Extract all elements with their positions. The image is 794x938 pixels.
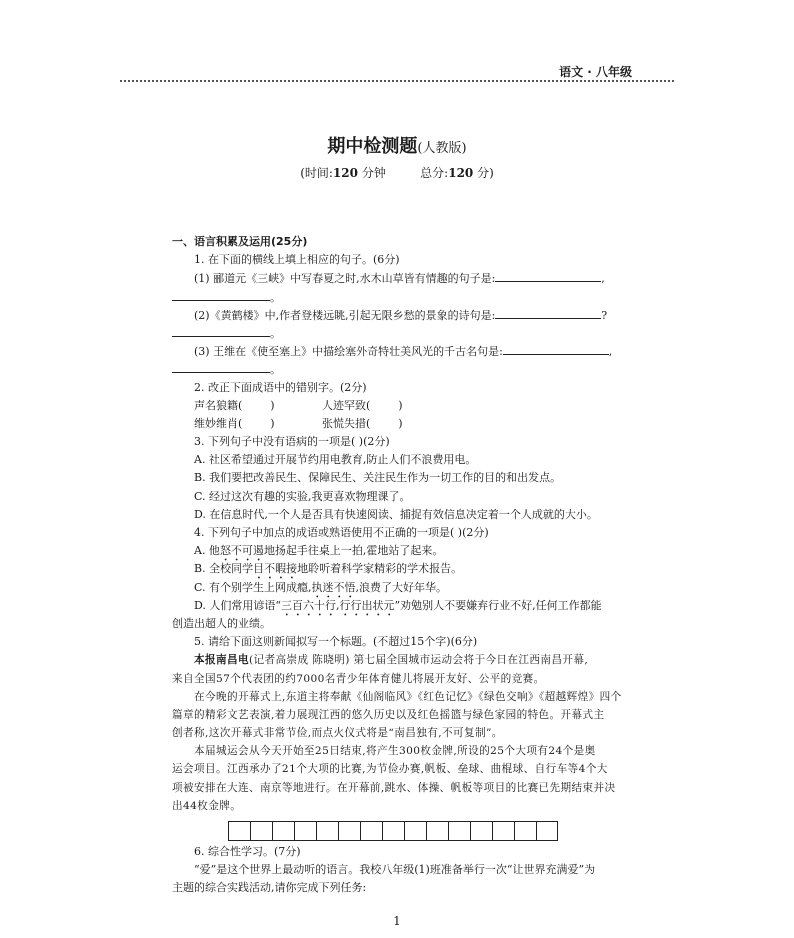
grid-cell[interactable] [448,821,470,841]
grid-cell[interactable] [338,821,360,841]
grid-cell[interactable] [316,821,338,841]
grid-cell[interactable] [272,821,294,841]
answer-blank[interactable] [495,306,601,319]
grid-cell[interactable] [514,821,536,841]
q1-item-3: (3) 王维在《使至塞上》中描绘塞外奇特壮美风光的千古名句是: , [172,342,624,360]
q6-stem: 6. 综合性学习。(7分) [194,845,301,858]
header-dotted-rule [120,80,674,82]
q6-text-line1: “爱”是这个世界上最动听的语言。我校八年级(1)班准备举行一次“让世界充满爱”为 [194,863,596,877]
q1-item-1: (1) 郦道元《三峡》中写春夏之时,水木山草皆有情趣的句子是: , [172,269,624,287]
page-number: 1 [393,914,401,928]
q6-text-line2: 主题的综合实践活动,请你完成下列任务: [172,881,367,895]
answer-blank[interactable] [503,342,609,355]
grid-cell[interactable] [228,821,250,841]
news-p2-line2: 篇章的精彩文艺表演,着力展现江西的悠久历史以及红色摇篮与绿色家园的特色。开幕式主 [172,708,605,721]
time-unit: 分钟 [361,166,386,180]
exam-title [0,132,794,158]
q3-option-d: D. 在信息时代,一个人是否具有快速阅读、捕捉有效信息决定着一个人成就的大小。 [194,507,598,521]
q4-option-b: B. 全校同学目不暇接地聆听着科学家精彩的学术报告。 [194,562,463,576]
q2-stem: 2. 改正下面成语中的错别字。(2分) [194,380,367,394]
q3-option-a: A. 社区希望通过开展节约用电教育,防止人们不浪费用电。 [194,453,477,467]
answer-blank[interactable] [172,288,270,301]
grid-cell[interactable] [470,821,492,841]
q1-stem: 1. 在下面的横线上填上相应的句子。(6分) [194,253,400,267]
grid-cell[interactable] [404,821,426,841]
q2-row-2: 维妙维肖( ) 张慌失措( ) [194,416,403,430]
q1-item-2-cont: 。 [172,324,624,342]
q4-option-d-cont: 创造出超人的业绩。 [172,616,271,630]
headline-answer-grid[interactable] [228,821,624,841]
grid-cell[interactable] [426,821,448,841]
q1-item-1-cont: 。 [172,288,624,306]
q1-item-3-cont: 。 [172,360,624,378]
q4-stem: 4. 下列句子中加点的成语或熟语使用不正确的一项是( )(2分) [194,526,489,539]
time-value: 120 [332,166,358,180]
q1-item-2: (2)《黄鹤楼》中,作者登楼远眺,引起无限乡愁的景象的诗句是: ? [172,306,624,324]
news-p3-line3: 项被安排在大连、南京等地进行。在开幕前,跳水、体操、帆板等项目的比赛已先期结束并决 [172,781,616,794]
q4-option-d: D. 人们常用谚语“三百六十行,行行出状元”劝勉别人不要嫌弃行业不好,任何工作都能 [194,598,602,612]
grid-cell[interactable] [536,821,558,841]
answer-blank[interactable] [495,269,601,282]
grid-cell[interactable] [382,821,404,841]
news-p2-line1: 在今晚的开幕式上,东道主将奉献《仙阁临风》《红色记忆》《绿色交响》《超越辉煌》四个 [194,690,622,703]
grid-cell[interactable] [250,821,272,841]
news-dateline: 本报南昌电 [194,654,249,667]
q4-option-c: C. 有个别学生上网成瘾,执迷不悟,浪费了大好年华。 [194,580,448,594]
q5-stem: 5. 请给下面这则新闻拟写一个标题。(不超过15个字)(6分) [194,635,478,649]
page-header [0,0,794,90]
exam-title-edition: (人教版) [417,141,467,156]
news-p1-line1: 本报南昌电(记者高崇成 陈晓明) 第七届全国城市运动会将于今日在江西南昌开幕, [194,654,589,667]
exam-meta [0,164,794,181]
q4-option-a: A. 他怒不可遏地扬起手往桌上一拍,霍地站了起来。 [194,544,444,558]
grid-cell[interactable] [492,821,514,841]
q2-row-1: 声名狼籍( ) 人迹罕致( ) [194,398,403,412]
answer-blank[interactable] [172,360,270,373]
section-heading: 一、语言积累及运用(25分) [172,235,308,248]
answer-blank[interactable] [172,324,270,337]
score-value: 120 [448,166,474,180]
exam-body [172,233,624,898]
grid-cell[interactable] [294,821,316,841]
news-p3-line4: 出44枚金牌。 [172,799,242,812]
news-p3-line1: 本届城运会从今天开始至25日结束,将产生300枚金牌,所设的25个大项有24个是奥 [194,745,596,758]
q3-option-c: C. 经过这次有趣的实验,我更喜欢物理课了。 [194,489,411,503]
exam-title-main: 期中检测题 [327,136,418,157]
time-label: (时间: [300,166,333,180]
news-p1-line2: 来自全国57个代表团的约7000名青少年体育健儿将展开友好、公平的竞赛。 [172,672,545,685]
subject-grade-label: 语文 · 八年级 [559,65,632,79]
score-label: 总分: [420,166,449,180]
score-unit: 分) [477,166,494,180]
grid-cell[interactable] [360,821,382,841]
q3-option-b: B. 我们要把改善民生、保障民生、关注民生作为一切工作的目的和出发点。 [194,471,562,485]
news-p3-line2: 运会项目。江西承办了21个大项的比赛,为节俭办赛,帆板、垒球、曲棍球、自行车等4个大 [172,763,608,776]
news-p2-line3: 创者称,这次开幕式非常节俭,而点火仪式将是“南昌独有,不可复制”。 [172,727,503,740]
q3-stem: 3. 下列句子中没有语病的一项是( )(2分) [194,435,390,449]
